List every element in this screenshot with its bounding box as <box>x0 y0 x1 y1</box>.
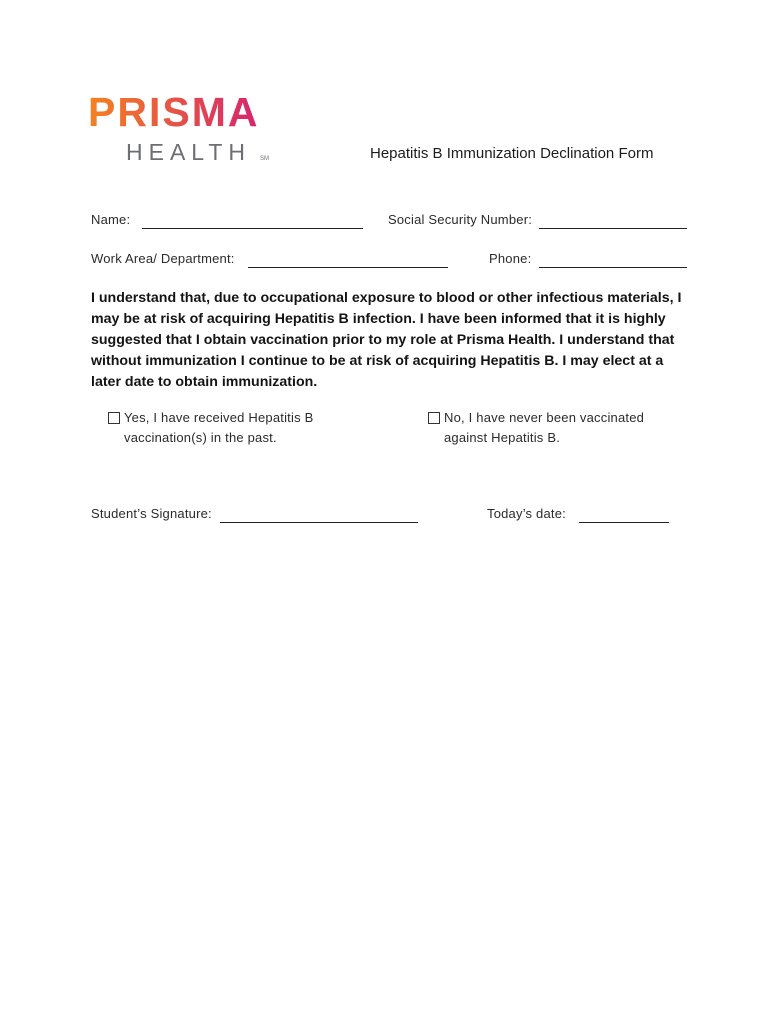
date-label: Today’s date: <box>487 506 566 521</box>
signature-field[interactable] <box>220 522 418 523</box>
declination-statement: I understand that, due to occupational exposure to blood or other infectious materials, I may be at risk of acquiring Hepatitis B infection. I have been informed that it is highly suggested that I obtain vaccination prior to my role at Prisma Health. I understand that without immunization I continue to be at risk of acquiring Hepatitis B. I may elect at a later date to obtain immunization. <box>91 290 682 390</box>
signature-label: Student’s Signature: <box>91 506 212 521</box>
date-field[interactable] <box>579 522 669 523</box>
logo-sm-mark: SM <box>260 156 269 162</box>
yes-option-label: Yes, I have received Hepatitis B vaccination(s) in the past. <box>124 410 314 445</box>
phone-label: Phone: <box>489 251 532 266</box>
ssn-label: Social Security Number: <box>388 212 533 227</box>
logo-prisma-text: PRISMA <box>88 92 260 135</box>
logo-health-text: HEALTH <box>126 139 252 165</box>
prisma-health-logo <box>88 92 303 172</box>
yes-checkbox[interactable] <box>108 412 120 424</box>
department-label: Work Area/ Department: <box>91 251 235 266</box>
name-field[interactable] <box>142 228 363 229</box>
phone-field[interactable] <box>539 267 687 268</box>
no-checkbox[interactable] <box>428 412 440 424</box>
ssn-field[interactable] <box>539 228 687 229</box>
department-field[interactable] <box>248 267 448 268</box>
no-option-label: No, I have never been vaccinated against Hepatitis B. <box>444 410 645 445</box>
name-label: Name: <box>91 212 131 227</box>
form-title: Hepatitis B Immunization Declination Form <box>370 145 654 162</box>
